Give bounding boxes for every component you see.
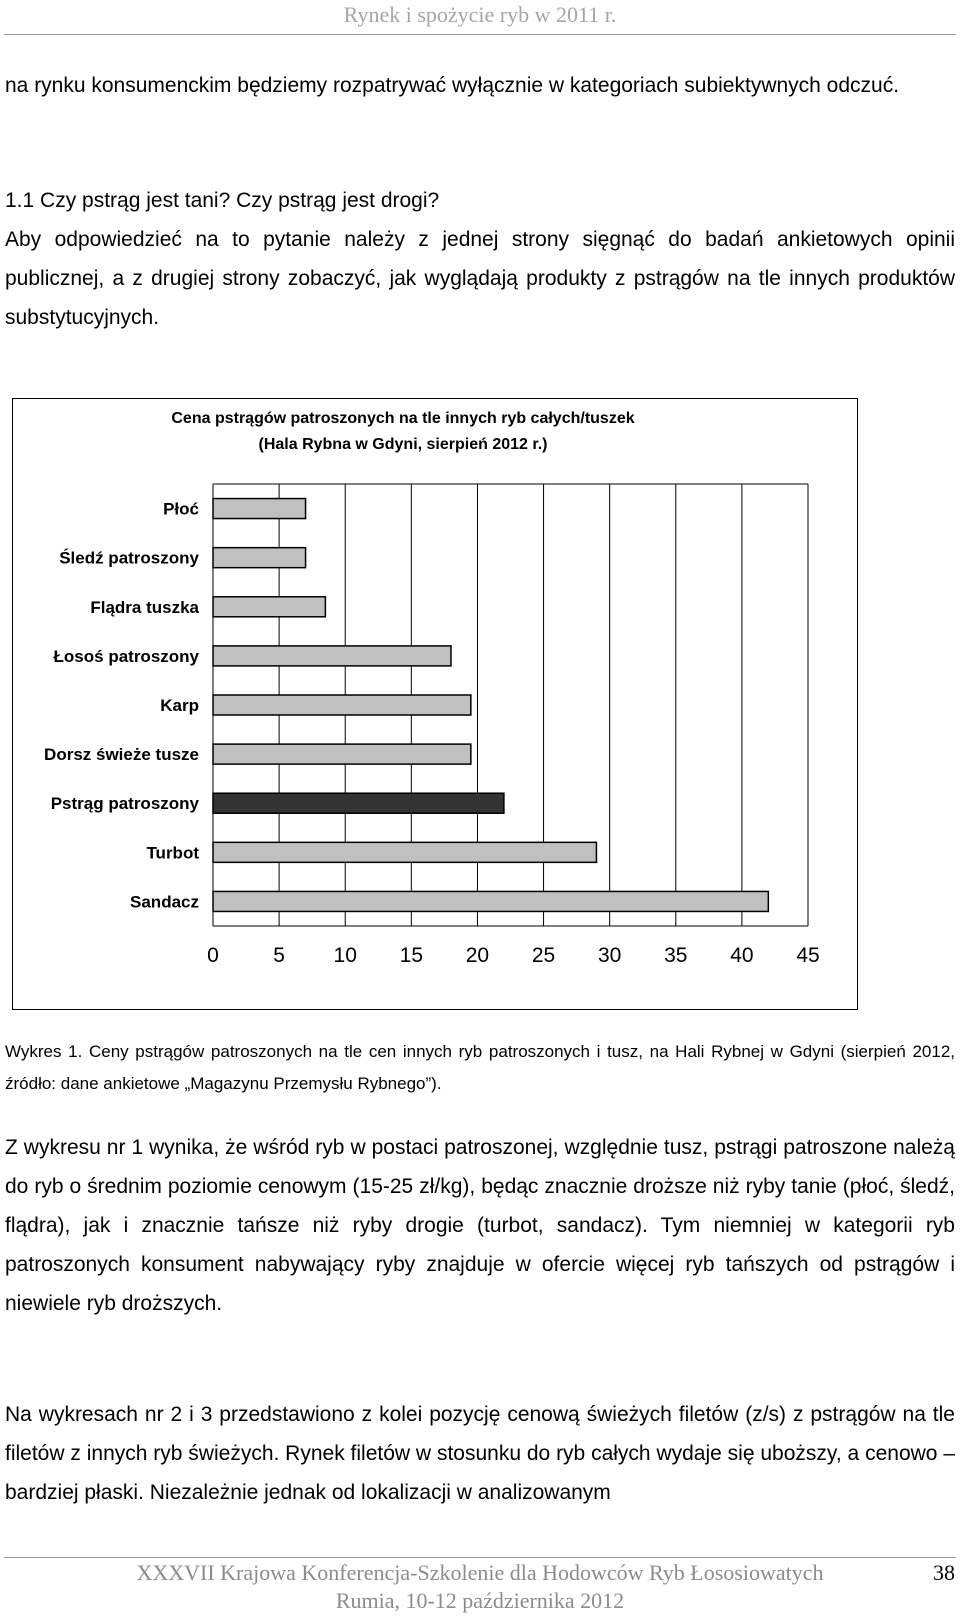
- category-label: Płoć: [163, 499, 199, 519]
- category-label: Dorsz świeże tusze: [44, 745, 199, 765]
- running-header: Rynek i spożycie ryb w 2011 r.: [343, 2, 617, 27]
- bar-6: [213, 744, 471, 764]
- chart-caption: Wykres 1. Ceny pstrągów patroszonych na tle cen innych ryb patroszonych i tusz, na Hali Rybnej w Gdyni (sierpień 2012, źródło: dane ankietowe „Magazynu Przemysłu Rybnego”).: [5, 1042, 955, 1093]
- x-tick-label: 15: [399, 944, 424, 967]
- category-label: Śledź patroszony: [59, 548, 199, 568]
- x-tick-label: 10: [333, 944, 357, 967]
- x-tick-label: 35: [664, 944, 688, 967]
- category-label: Karp: [160, 696, 199, 715]
- category-label: Łosoś patroszony: [53, 646, 199, 666]
- bar-5: [213, 695, 471, 715]
- x-tick-label: 30: [597, 944, 622, 967]
- x-tick-label: 40: [730, 944, 754, 967]
- bar-8: [213, 842, 596, 862]
- category-label: Turbot: [146, 843, 199, 863]
- paragraph-analysis: Z wykresu nr 1 wynika, że wśród ryb w postaci patroszonej, względnie tusz, pstrągi patroszone należą do ryb o średnim poziomie cenowym (15-25 zł/kg), będąc znacznie droższe niż ryby tanie (płoć, śledź, flądra), jak i znacznie tańsze niż ryby drogie (turbot, sandacz). Tym niemniej w kategorii ryb patroszonych konsument nabywający ryby znajduje w ofercie więcej ryb tańszych od pstrągów i niewiele ryb droższych.: [5, 1136, 955, 1315]
- footer-conference: XXXVII Krajowa Konferencja-Szkolenie dla Hodowców Ryb Łososiowatych: [136, 1560, 824, 1585]
- chart-title: Cena pstrągów patroszonych na tle innych ryb całych/tuszek: [171, 410, 635, 427]
- x-tick-label: 0: [207, 944, 219, 967]
- footer-location-date: Rumia, 10-12 października 2012: [335, 1588, 625, 1613]
- x-tick-label: 25: [531, 944, 556, 967]
- header-divider: [4, 34, 956, 35]
- bar-4: [213, 646, 451, 666]
- category-label: Sandacz: [130, 892, 199, 912]
- bar-3: [213, 597, 325, 617]
- bar-2: [213, 548, 306, 568]
- paragraph-question: Aby odpowiedzieć na to pytanie należy z jednej strony sięgnąć do badań ankietowych opinii publicznej, a z drugiej strony zobaczyć, jak wyglądają produkty z pstrągów na tle innych produktów substytucyjnych.: [5, 228, 955, 329]
- bar-7: [213, 793, 504, 813]
- section-heading: 1.1 Czy pstrąg jest tani? Czy pstrąg jest drogi?: [5, 189, 440, 212]
- chart-frame: [12, 398, 858, 1010]
- paragraph-intro: na rynku konsumenckim będziemy rozpatrywać wyłącznie w kategoriach subiektywnych odczuć.: [5, 74, 900, 97]
- x-tick-label: 45: [796, 944, 820, 967]
- category-label: Flądra tuszka: [90, 597, 199, 617]
- page-number: 38: [933, 1560, 955, 1585]
- category-label: Pstrąg patroszony: [50, 794, 199, 814]
- paragraph-fillets: Na wykresach nr 2 i 3 przedstawiono z kolei pozycję cenową świeżych filetów (z/s) z pstrągów na tle filetów z innych ryb świeżych. Rynek filetów w stosunku do ryb całych wydaje się uboższy, a cenowo – bardziej płaski. Niezależnie jednak od lokalizacji w analizowanym: [5, 1403, 955, 1504]
- x-tick-label: 5: [273, 944, 285, 967]
- chart-subtitle: (Hala Rybna w Gdyni, sierpień 2012 r.): [258, 436, 548, 453]
- x-tick-label: 20: [465, 944, 490, 967]
- bar-chart: [13, 399, 859, 1011]
- bar-1: [213, 499, 306, 519]
- bar-9: [213, 891, 768, 911]
- footer-divider: [4, 1557, 956, 1558]
